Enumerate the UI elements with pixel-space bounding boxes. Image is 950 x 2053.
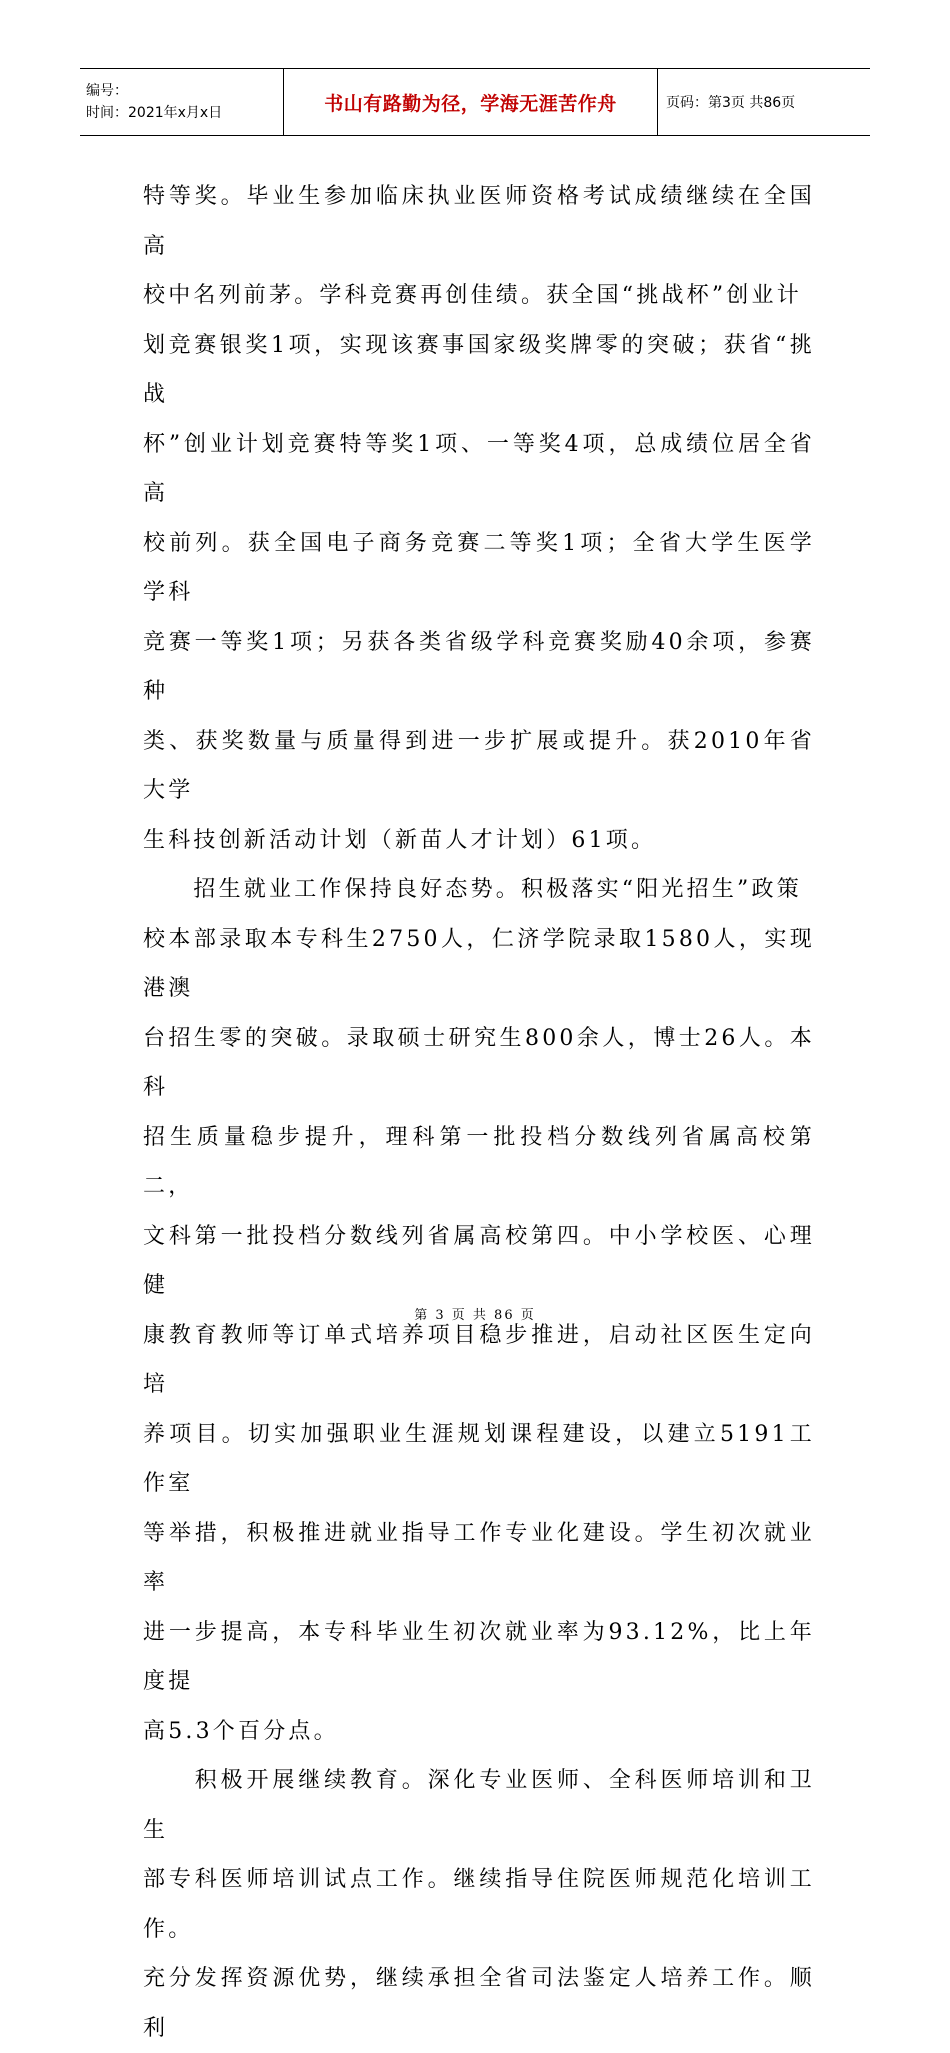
text-line: 杯”创业计划竞赛特等奖1项、一等奖4项，总成绩位居全省高	[143, 431, 815, 506]
code-label: 编号：	[86, 83, 128, 99]
text-line: 生科技创新活动计划（新苗人才计划）61项。	[143, 827, 657, 853]
text-line: 文科第一批投档分数线列省属高校第四。中小学校医、心理健	[143, 1223, 815, 1298]
text-line: 校中名列前茅。学科竞赛再创佳绩。获全国“挑战杯”创业计	[143, 283, 802, 308]
header-page-info	[658, 69, 870, 135]
text-line: 招生质量稳步提升，理科第一批投档分数线列省属高校第二，	[143, 1124, 815, 1199]
text-line: 特等奖。毕业生参加临床执业医师资格考试成绩继续在全国高	[143, 184, 815, 259]
text-line: 竞赛一等奖1项；另获各类省级学科竞赛奖励40余项，参赛种	[143, 629, 815, 704]
header-meta	[80, 69, 284, 135]
text-line: 招生就业工作保持良好态势。积极落实“阳光招生”政策	[143, 877, 802, 902]
text-line: 养项目。切实加强职业生涯规划课程建设，以建立5191工作室	[143, 1421, 815, 1496]
text-line: 部专科医师培训试点工作。继续指导住院医师规范化培训工作。	[143, 1867, 815, 1942]
text-line: 高5.3个百分点。	[143, 1718, 339, 1744]
text-line: 校前列。获全国电子商务竞赛二等奖1项；全省大学生医学学科	[143, 530, 815, 605]
text-line: 康教育教师等订单式培养项目稳步推进，启动社区医生定向培	[143, 1322, 815, 1397]
text-line: 校本部录取本专科生2750人，仁济学院录取1580人，实现港澳	[143, 926, 815, 1001]
text-line: 充分发挥资源优势，继续承担全省司法鉴定人培养工作。顺利	[143, 1966, 815, 2041]
page-header	[80, 68, 870, 136]
text-line: 台招生零的突破。录取硕士研究生800余人，博士26人。本科	[143, 1025, 815, 1100]
document-body	[143, 172, 815, 2053]
text-line: 类、获奖数量与质量得到进一步扩展或提升。获2010年省大学	[143, 728, 815, 803]
date-line: 时间：2021年x月x日	[86, 105, 223, 121]
text-line: 积极开展继续教育。深化专业医师、全科医师培训和卫生	[143, 1768, 815, 1843]
page-info-text: 页码：第3页 共86页	[666, 95, 796, 111]
header-motto	[284, 69, 658, 135]
motto-text: 书山有路勤为径，学海无涯苦作舟	[324, 92, 617, 115]
text-line: 进一步提高，本专科毕业生初次就业率为93.12%，比上年度提	[143, 1619, 815, 1694]
text-line: 划竞赛银奖1项，实现该赛事国家级奖牌零的突破；获省“挑战	[143, 332, 815, 407]
page-footer: 第 3 页 共 86 页	[414, 1308, 536, 1323]
text-line: 等举措，积极推进就业指导工作专业化建设。学生初次就业率	[143, 1520, 815, 1595]
